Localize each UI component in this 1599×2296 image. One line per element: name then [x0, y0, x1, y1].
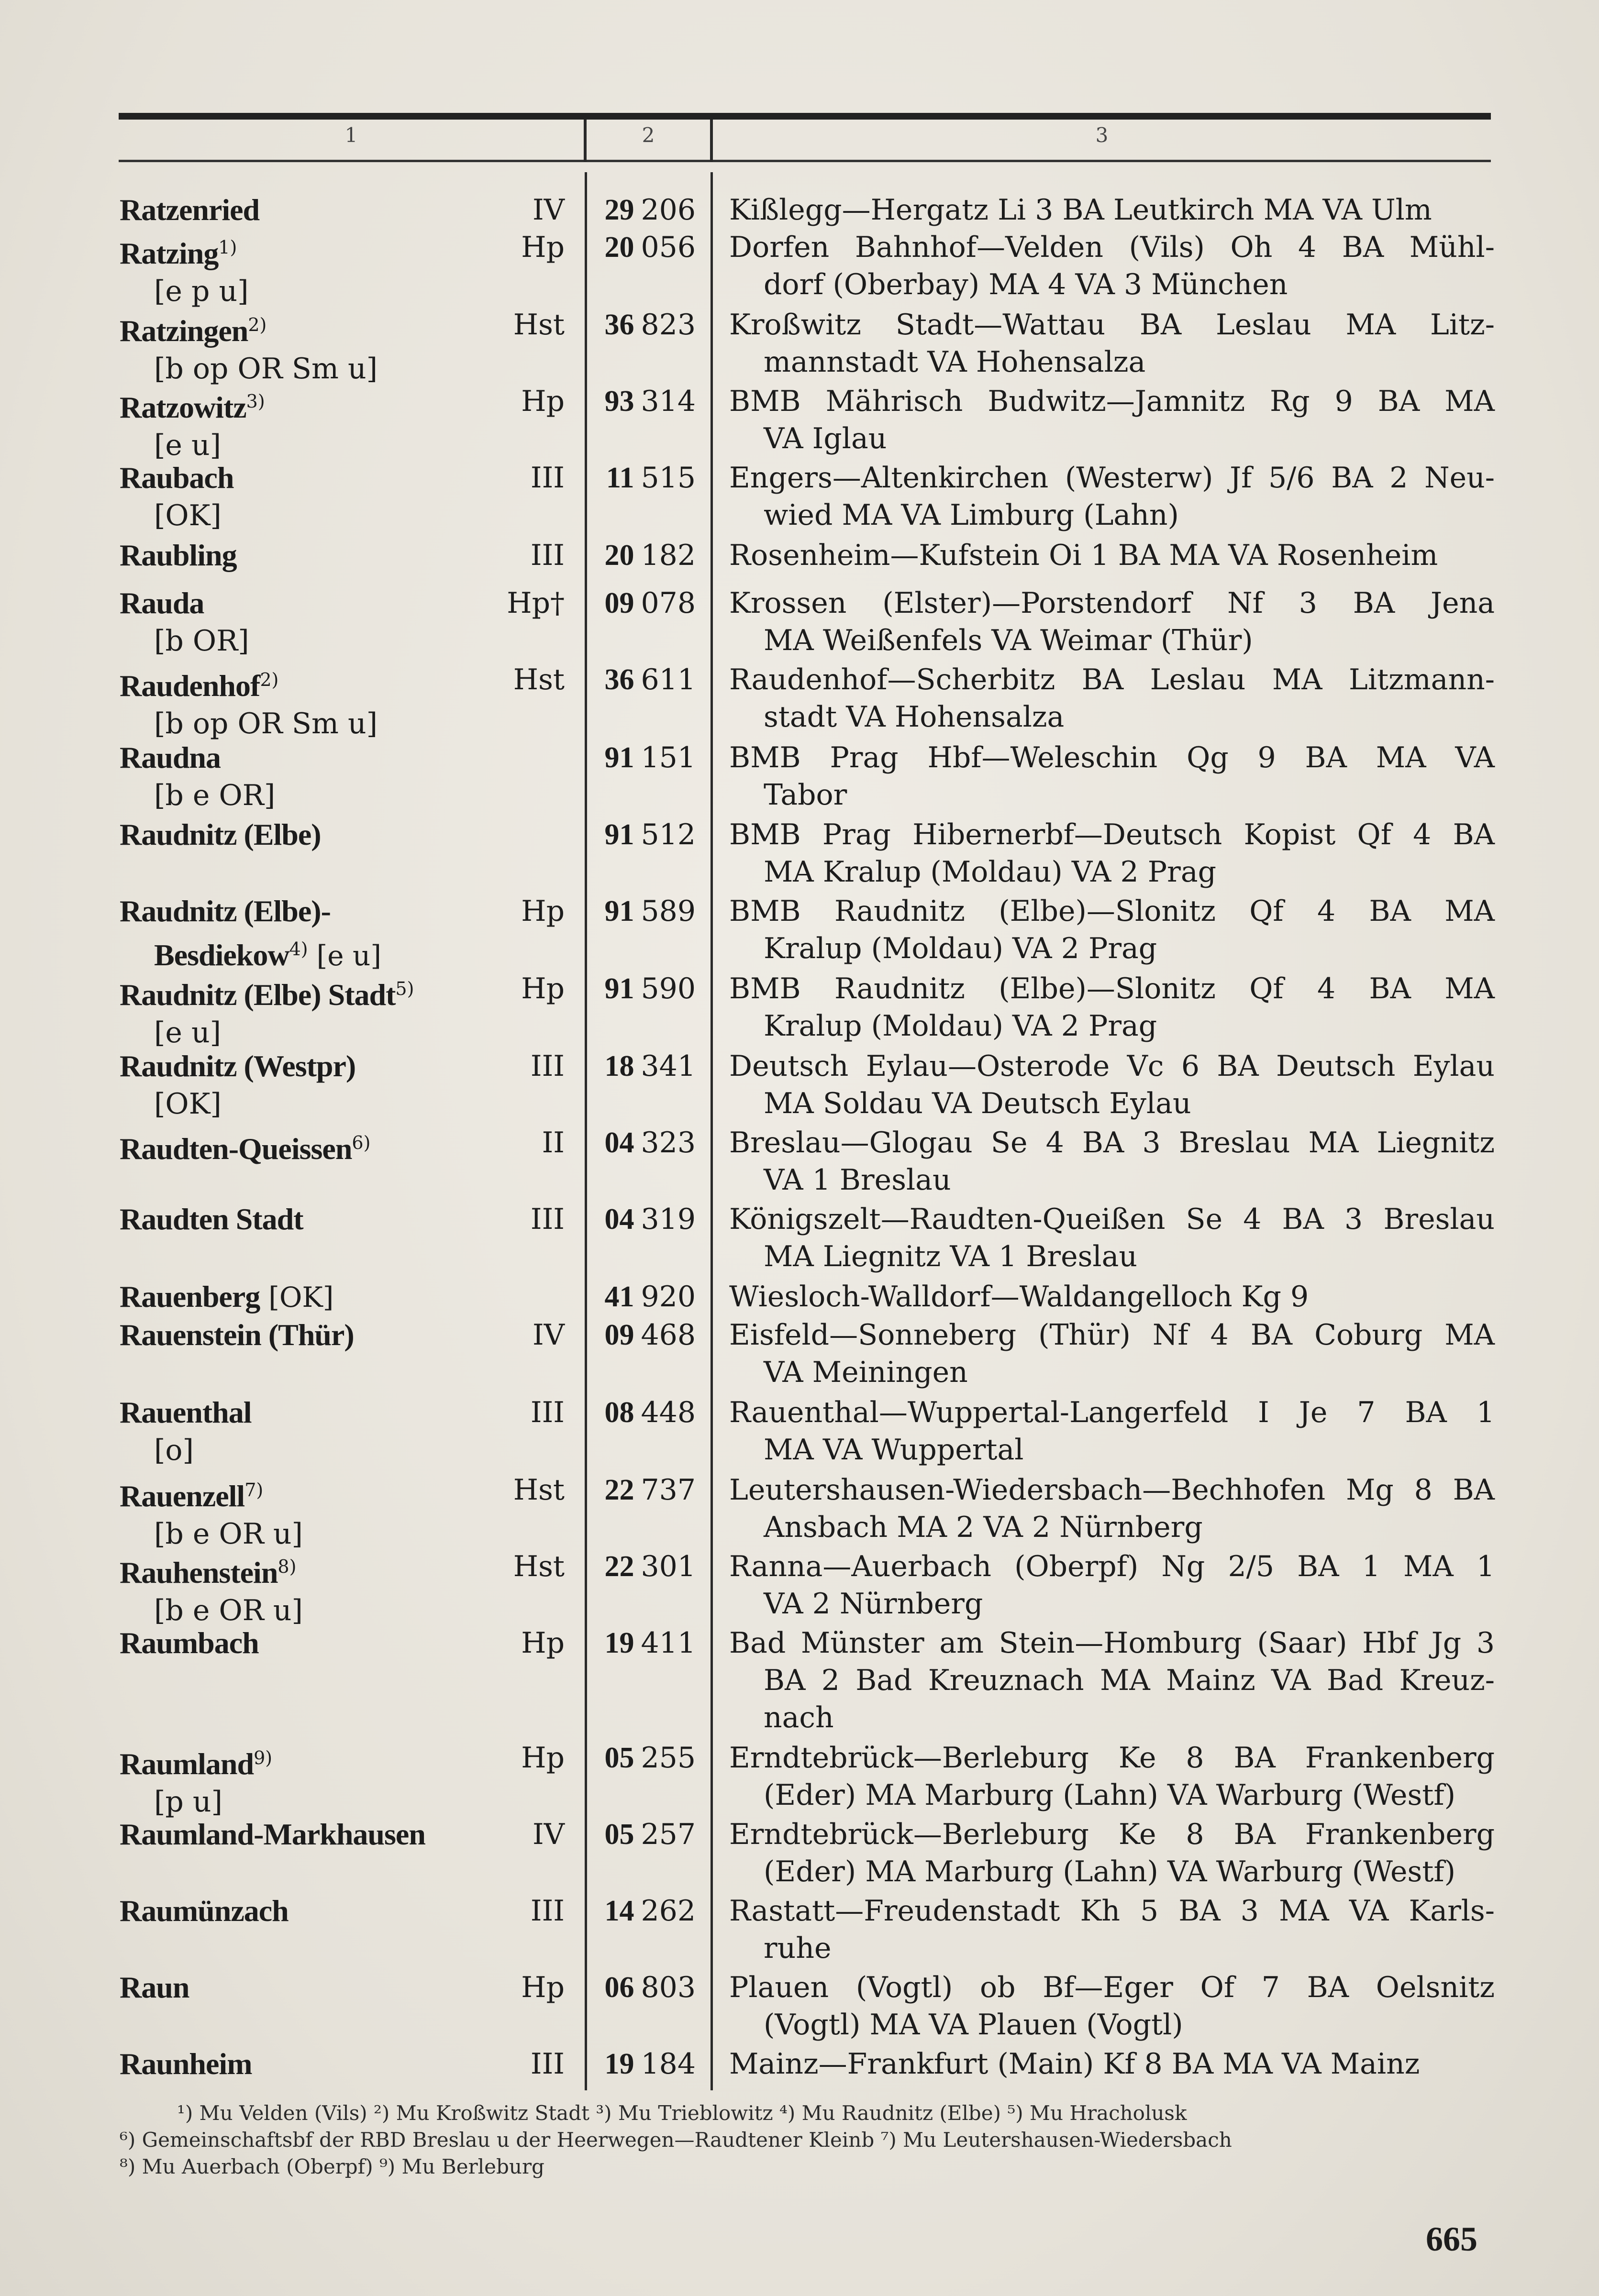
station-number-prefix: 05: [604, 1742, 634, 1774]
station-codes: Besdiekow: [154, 938, 289, 972]
route-line: BMB Prag Hbf—Weleschin Qg 9 BA MA VA: [729, 741, 1495, 774]
station-name: Raudenhof: [120, 669, 260, 703]
station-number: [595, 306, 696, 343]
station-codes: [b e OR u]: [154, 1594, 303, 1627]
station-number-suffix: 182: [641, 539, 696, 572]
station-name: Rauenberg: [120, 1280, 260, 1314]
route-line: Erndtebrück—Berleburg Ke 8 BA Frankenberg: [729, 1741, 1495, 1775]
station-number: [595, 1124, 696, 1161]
station-class: III: [530, 2047, 565, 2081]
station-number: [595, 585, 696, 622]
route-line: Königszelt—Raudten-Queißen Se 4 BA 3 Breslau: [729, 1203, 1495, 1236]
station-number: [595, 1278, 696, 1315]
route-description: [729, 191, 1495, 229]
station-name: Ratzingen: [120, 314, 248, 348]
station-name-cell: [120, 1548, 502, 1629]
station-number-suffix: 206: [641, 193, 696, 227]
station-number-suffix: 411: [641, 1626, 696, 1660]
route-description: [729, 1471, 1495, 1546]
station-subline: [120, 1592, 502, 1629]
route-line: (Eder) MA Marburg (Lahn) VA Warburg (Westf): [764, 1855, 1456, 1888]
station-name-cell: [120, 1394, 502, 1469]
station-class: III: [530, 1894, 565, 1928]
station-class: Hp: [521, 385, 565, 418]
station-name-cell: [120, 1124, 502, 1168]
station-number: [595, 459, 696, 497]
footnote-line: ⁶) Gemeinschaftsbf der RBD Breslau u der Heerwegen—Raudtener Kleinb ⁷) Mu Leutershausen-Wiedersbach: [120, 2128, 1232, 2152]
station-name: Rauda: [120, 586, 204, 620]
station-number-prefix: 18: [604, 1050, 634, 1082]
station-number: [595, 229, 696, 266]
station-class: Hp: [521, 231, 565, 264]
station-number-prefix: 22: [604, 1474, 634, 1506]
station-number-prefix: 91: [604, 741, 634, 774]
station-number-suffix: 611: [641, 663, 696, 696]
station-name: Raun: [120, 1970, 189, 2004]
station-number-suffix: 589: [641, 894, 696, 928]
station-number: [595, 893, 696, 930]
station-codes: [OK]: [268, 1281, 334, 1314]
station-number-suffix: 323: [641, 1126, 696, 1159]
route-description: [729, 1394, 1495, 1468]
route-line: MA VA Wuppertal: [764, 1433, 1024, 1467]
station-codes: [b e OR]: [154, 779, 276, 812]
station-name-cell: [120, 537, 502, 574]
station-name: Raumland-Markhausen: [120, 1817, 425, 1851]
column-header-1: 1: [344, 123, 358, 147]
station-number: [595, 816, 696, 853]
station-codes: [e p u]: [154, 275, 249, 308]
station-subline: [120, 930, 502, 974]
top-rule: [119, 113, 1491, 120]
station-name: Raumünzach: [120, 1894, 289, 1928]
station-number: [595, 739, 696, 776]
station-name-cell: [120, 1969, 502, 2007]
station-name: Raumbach: [120, 1626, 259, 1660]
route-line: Ansbach MA 2 VA 2 Nürnberg: [764, 1511, 1203, 1544]
route-description: [729, 383, 1495, 457]
route-description: [729, 1048, 1495, 1122]
station-number-suffix: 056: [641, 231, 696, 264]
header-divider-1: [584, 120, 587, 162]
station-number: [595, 1816, 696, 1853]
route-line: MA Kralup (Moldau) VA 2 Prag: [764, 855, 1217, 889]
station-class: III: [530, 1203, 565, 1236]
route-line: Krossen (Elster)—Porstendorf Nf 3 BA Jena: [729, 586, 1495, 620]
footnote-ref: 9): [254, 1747, 273, 1768]
station-number-prefix: 19: [604, 2048, 634, 2080]
footnote-ref: 8): [278, 1556, 297, 1577]
route-description: [729, 661, 1495, 736]
station-name-cell: [120, 1316, 502, 1354]
station-name-cell: [120, 1892, 502, 1930]
station-name: Rauenstein (Thür): [120, 1318, 354, 1352]
station-codes: [b op OR Sm u]: [154, 352, 378, 386]
station-class: Hp: [521, 1626, 565, 1660]
station-number-suffix: 737: [641, 1473, 696, 1507]
station-number-prefix: 20: [604, 231, 634, 264]
station-number-prefix: 04: [604, 1126, 634, 1159]
station-number: [595, 2045, 696, 2083]
station-class: Hp: [521, 894, 565, 928]
route-line: Kralup (Moldau) VA 2 Prag: [764, 1009, 1157, 1043]
route-description: [729, 1816, 1495, 1890]
route-description: [729, 1624, 1495, 1736]
route-line: Leutershausen-Wiedersbach—Bechhofen Mg 8 BA: [729, 1473, 1495, 1507]
route-line: Mainz—Frankfurt (Main) Kf 8 BA MA VA Mainz: [729, 2047, 1420, 2081]
column-header-3: 3: [1095, 123, 1109, 147]
route-line: VA 2 Nürnberg: [764, 1587, 983, 1621]
route-line: Wiesloch-Walldorf—Waldangelloch Kg 9: [729, 1280, 1309, 1314]
route-line: Erndtebrück—Berleburg Ke 8 BA Frankenberg: [729, 1818, 1495, 1851]
station-class: Hst: [513, 1550, 565, 1583]
route-description: [729, 1739, 1495, 1814]
station-name-cell: [120, 661, 502, 742]
route-description: [729, 1969, 1495, 2043]
route-description: [729, 537, 1495, 574]
route-line: Breslau—Glogau Se 4 BA 3 Breslau MA Liegnitz: [729, 1126, 1495, 1159]
page-number: 665: [1426, 2220, 1477, 2258]
station-name-cell: [120, 816, 502, 854]
station-name: Raubling: [120, 538, 237, 572]
station-number: [595, 1969, 696, 2006]
station-class: IV: [532, 1818, 565, 1851]
station-number: [595, 1548, 696, 1585]
station-number-prefix: 19: [604, 1627, 634, 1659]
footnote-ref: 2): [260, 669, 279, 690]
station-name-cell: [120, 383, 502, 464]
station-number-prefix: 08: [604, 1396, 634, 1429]
station-number-prefix: 91: [604, 972, 634, 1005]
station-number-suffix: 319: [641, 1203, 696, 1236]
station-class: Hp: [521, 972, 565, 1005]
route-line: mannstadt VA Hohensalza: [764, 345, 1146, 379]
station-number-prefix: 11: [606, 462, 634, 494]
route-line: (Vogtl) MA VA Plauen (Vogtl): [764, 2008, 1183, 2042]
station-subline: [120, 1014, 502, 1051]
route-line: Rastatt—Freudenstadt Kh 5 BA 3 MA VA Karls-: [729, 1894, 1495, 1928]
station-name: Raudten Stadt: [120, 1202, 303, 1236]
footnote-ref: 3): [246, 391, 265, 412]
station-name-cell: [120, 585, 502, 660]
route-line: ruhe: [764, 1932, 832, 1965]
footnote-ref: 1): [218, 237, 237, 258]
station-codes: [OK]: [154, 1087, 222, 1121]
route-description: [729, 893, 1495, 967]
route-line: Kißlegg—Hergatz Li 3 BA Leutkirch MA VA Ulm: [729, 193, 1432, 227]
station-number-suffix: 341: [641, 1049, 696, 1083]
station-name-cell: [120, 1201, 502, 1238]
footnote-line: ¹) Mu Velden (Vils) ²) Mu Kroßwitz Stadt ³) Mu Trieblowitz ⁴) Mu Raudnitz (Elbe) ⁵) Mu Hracholusk: [177, 2101, 1187, 2125]
station-subline: [120, 1515, 502, 1553]
column-divider-2: [711, 172, 713, 2090]
station-codes: [e u]: [154, 1016, 222, 1049]
station-name-cell: [120, 191, 502, 229]
station-class: Hp: [521, 1971, 565, 2004]
route-line: wied MA VA Limburg (Lahn): [764, 498, 1179, 532]
route-line: BMB Mährisch Budwitz—Jamnitz Rg 9 BA MA: [729, 385, 1495, 418]
station-name-cell: [120, 459, 502, 534]
route-line: dorf (Oberbay) MA 4 VA 3 München: [764, 268, 1288, 301]
station-number-prefix: 09: [604, 587, 634, 619]
station-number-prefix: 04: [604, 1203, 634, 1236]
header-rule: [119, 160, 1491, 162]
footnote-ref: 6): [352, 1132, 371, 1153]
route-line: Engers—Altenkirchen (Westerw) Jf 5/6 BA 2 Neu-: [729, 461, 1495, 495]
station-name: Raubach: [120, 461, 234, 495]
station-subline: [120, 705, 502, 742]
station-number: [595, 1201, 696, 1238]
station-number-suffix: 512: [641, 818, 696, 851]
route-line: MA Weißenfels VA Weimar (Thür): [764, 624, 1253, 657]
station-number-prefix: 14: [604, 1895, 634, 1927]
station-number-prefix: 91: [604, 818, 634, 851]
station-number-suffix: 823: [641, 308, 696, 342]
route-description: [729, 1124, 1495, 1199]
station-name: Raudnitz (Westpr): [120, 1049, 356, 1083]
route-line: MA Soldau VA Deutsch Eylau: [764, 1087, 1191, 1120]
station-subline: [120, 1783, 502, 1821]
station-number-suffix: 803: [641, 1971, 696, 2004]
station-codes: [o]: [154, 1434, 194, 1467]
station-number-prefix: 93: [604, 385, 634, 418]
station-number-suffix: 184: [641, 2047, 696, 2081]
station-class: III: [530, 1049, 565, 1083]
route-line: Bad Münster am Stein—Homburg (Saar) Hbf Jg 3: [729, 1626, 1495, 1660]
route-description: [729, 459, 1495, 534]
station-name-cell: [120, 1624, 502, 1662]
station-class: III: [530, 539, 565, 572]
station-codes: [OK]: [154, 499, 222, 532]
station-class: Hst: [513, 663, 565, 696]
route-line: VA 1 Breslau: [764, 1163, 951, 1197]
station-codes: [b op OR Sm u]: [154, 707, 378, 740]
station-name: Ratzowitz: [120, 390, 246, 424]
station-number: [595, 1739, 696, 1777]
station-number-prefix: 36: [604, 663, 634, 696]
station-number: [595, 537, 696, 574]
station-subline: [120, 1085, 502, 1123]
route-description: [729, 1892, 1495, 1967]
station-number-prefix: 41: [604, 1280, 634, 1313]
station-number: [595, 1316, 696, 1354]
route-line: BA 2 Bad Kreuznach MA Mainz VA Bad Kreuz-: [764, 1664, 1495, 1697]
station-number-prefix: 22: [604, 1550, 634, 1583]
header-divider-2: [710, 120, 713, 162]
route-description: [729, 585, 1495, 659]
station-name-cell: [120, 306, 502, 387]
route-line: Plauen (Vogtl) ob Bf—Eger Of 7 BA Oelsnitz: [729, 1971, 1495, 2004]
station-class: II: [542, 1126, 565, 1159]
station-number-suffix: 078: [641, 586, 696, 620]
route-line: Ranna—Auerbach (Oberpf) Ng 2/5 BA 1 MA 1: [729, 1550, 1495, 1583]
station-name: Rauenthal: [120, 1395, 252, 1429]
station-subline: [120, 1432, 502, 1469]
station-number-prefix: 29: [604, 194, 634, 226]
station-subline: [120, 350, 502, 387]
route-description: [729, 229, 1495, 303]
route-description: [729, 1548, 1495, 1623]
station-name-cell: [120, 1739, 502, 1821]
station-number: [595, 661, 696, 698]
route-line: Tabor: [764, 778, 847, 812]
station-name: Raunheim: [120, 2047, 252, 2081]
station-name-cell: [120, 739, 502, 814]
station-subline: [120, 497, 502, 534]
route-line: Raudenhof—Scherbitz BA Leslau MA Litzmann-: [729, 663, 1495, 696]
station-number: [595, 970, 696, 1007]
route-line: BMB Raudnitz (Elbe)—Slonitz Qf 4 BA MA: [729, 972, 1495, 1005]
station-name-cell: [120, 970, 502, 1051]
station-name: Rauhenstein: [120, 1556, 278, 1590]
station-name-cell: [120, 1471, 502, 1553]
station-class: IV: [532, 193, 565, 227]
route-line: stadt VA Hohensalza: [764, 700, 1065, 734]
station-name: Raudnitz (Elbe) Stadt: [120, 978, 396, 1012]
route-description: [729, 970, 1495, 1045]
station-name: Ratzing: [120, 236, 219, 270]
station-name: Rauenzell: [120, 1479, 245, 1513]
route-line: BMB Prag Hibernerbf—Deutsch Kopist Qf 4 BA: [729, 818, 1495, 851]
station-class: III: [530, 461, 565, 495]
station-number-prefix: 20: [604, 539, 634, 572]
station-number: [595, 1624, 696, 1662]
route-description: [729, 1278, 1495, 1315]
station-number-suffix: 314: [641, 385, 696, 418]
route-description: [729, 816, 1495, 891]
station-number-suffix: 468: [641, 1318, 696, 1352]
route-description: [729, 306, 1495, 381]
station-codes: [p u]: [154, 1785, 222, 1819]
route-line: nach: [764, 1701, 834, 1734]
column-header-2: 2: [642, 123, 655, 147]
station-class: III: [530, 1396, 565, 1429]
footnote-ref: 7): [244, 1479, 264, 1501]
station-codes: [e u]: [154, 429, 222, 462]
station-name-cell: [120, 1816, 502, 1854]
station-class: Hp: [521, 1741, 565, 1775]
station-name: Raudten-Queissen: [120, 1132, 352, 1166]
route-line: (Eder) MA Marburg (Lahn) VA Warburg (Westf): [764, 1778, 1456, 1812]
station-subline: [120, 777, 502, 814]
station-name-cell: [120, 2045, 502, 2083]
station-number-suffix: 448: [641, 1396, 696, 1429]
station-number-suffix: 590: [641, 972, 696, 1005]
station-number-suffix: 255: [641, 1741, 696, 1775]
route-line: Kroßwitz Stadt—Wattau BA Leslau MA Litz-: [729, 308, 1495, 342]
station-codes: [e u]: [316, 939, 381, 972]
route-line: Dorfen Bahnhof—Velden (Vils) Oh 4 BA Mühl-: [729, 231, 1495, 264]
route-description: [729, 1201, 1495, 1275]
station-subline: [120, 622, 502, 660]
route-line: Kralup (Moldau) VA 2 Prag: [764, 932, 1157, 965]
route-line: Rauenthal—Wuppertal-Langerfeld I Je 7 BA 1: [729, 1396, 1495, 1429]
station-number-prefix: 05: [604, 1818, 634, 1851]
footnote-ref: 2): [248, 314, 267, 335]
station-class: Hst: [513, 308, 565, 342]
route-line: Deutsch Eylau—Osterode Vc 6 BA Deutsch Eylau: [729, 1049, 1495, 1083]
station-name: Ratzenried: [120, 193, 260, 227]
station-subline: [120, 273, 502, 310]
station-number-suffix: 257: [641, 1818, 696, 1851]
station-name: Raumland: [120, 1747, 254, 1781]
station-number-prefix: 36: [604, 309, 634, 341]
station-number-prefix: 09: [604, 1319, 634, 1351]
route-line: VA Meiningen: [764, 1356, 968, 1389]
station-name-cell: [120, 1278, 502, 1316]
station-number-suffix: 920: [641, 1280, 696, 1314]
station-name-cell: [120, 229, 502, 310]
station-name: Raudnitz (Elbe)-: [120, 894, 331, 928]
station-number: [595, 1892, 696, 1930]
station-class: IV: [532, 1318, 565, 1352]
footnote-ref: 4): [289, 938, 308, 960]
footnote-line: ⁸) Mu Auerbach (Oberpf) ⁹) Mu Berleburg: [120, 2155, 544, 2178]
station-class: Hst: [513, 1473, 565, 1507]
route-line: MA Liegnitz VA 1 Breslau: [764, 1240, 1137, 1273]
station-number: [595, 1048, 696, 1085]
route-line: Rosenheim—Kufstein Oi 1 BA MA VA Rosenheim: [729, 539, 1438, 572]
station-number-suffix: 301: [641, 1550, 696, 1583]
station-number-suffix: 515: [641, 461, 696, 495]
station-number: [595, 383, 696, 420]
station-class: Hp†: [507, 586, 565, 620]
route-description: [729, 1316, 1495, 1391]
footnotes: [120, 2100, 1498, 2180]
route-line: VA Iglau: [764, 422, 887, 455]
station-number-suffix: 262: [641, 1894, 696, 1928]
station-name-cell: [120, 893, 502, 974]
station-number: [595, 1471, 696, 1509]
station-number-suffix: 151: [641, 741, 696, 774]
station-number: [595, 1394, 696, 1431]
route-description: [729, 2045, 1495, 2083]
station-name-cell: [120, 1048, 502, 1123]
station-name: Raudna: [120, 740, 221, 774]
column-divider-1: [585, 172, 587, 2090]
station-number-prefix: 91: [604, 895, 634, 927]
station-codes: [b OR]: [154, 624, 249, 658]
route-line: BMB Raudnitz (Elbe)—Slonitz Qf 4 BA MA: [729, 894, 1495, 928]
station-name: Raudnitz (Elbe): [120, 817, 321, 851]
station-number-prefix: 06: [604, 1971, 634, 2004]
station-subline: [120, 427, 502, 464]
route-description: [729, 739, 1495, 814]
station-codes: [b e OR u]: [154, 1517, 303, 1551]
route-line: Eisfeld—Sonneberg (Thür) Nf 4 BA Coburg MA: [729, 1318, 1495, 1352]
footnote-ref: 5): [395, 978, 414, 999]
station-number: [595, 191, 696, 229]
